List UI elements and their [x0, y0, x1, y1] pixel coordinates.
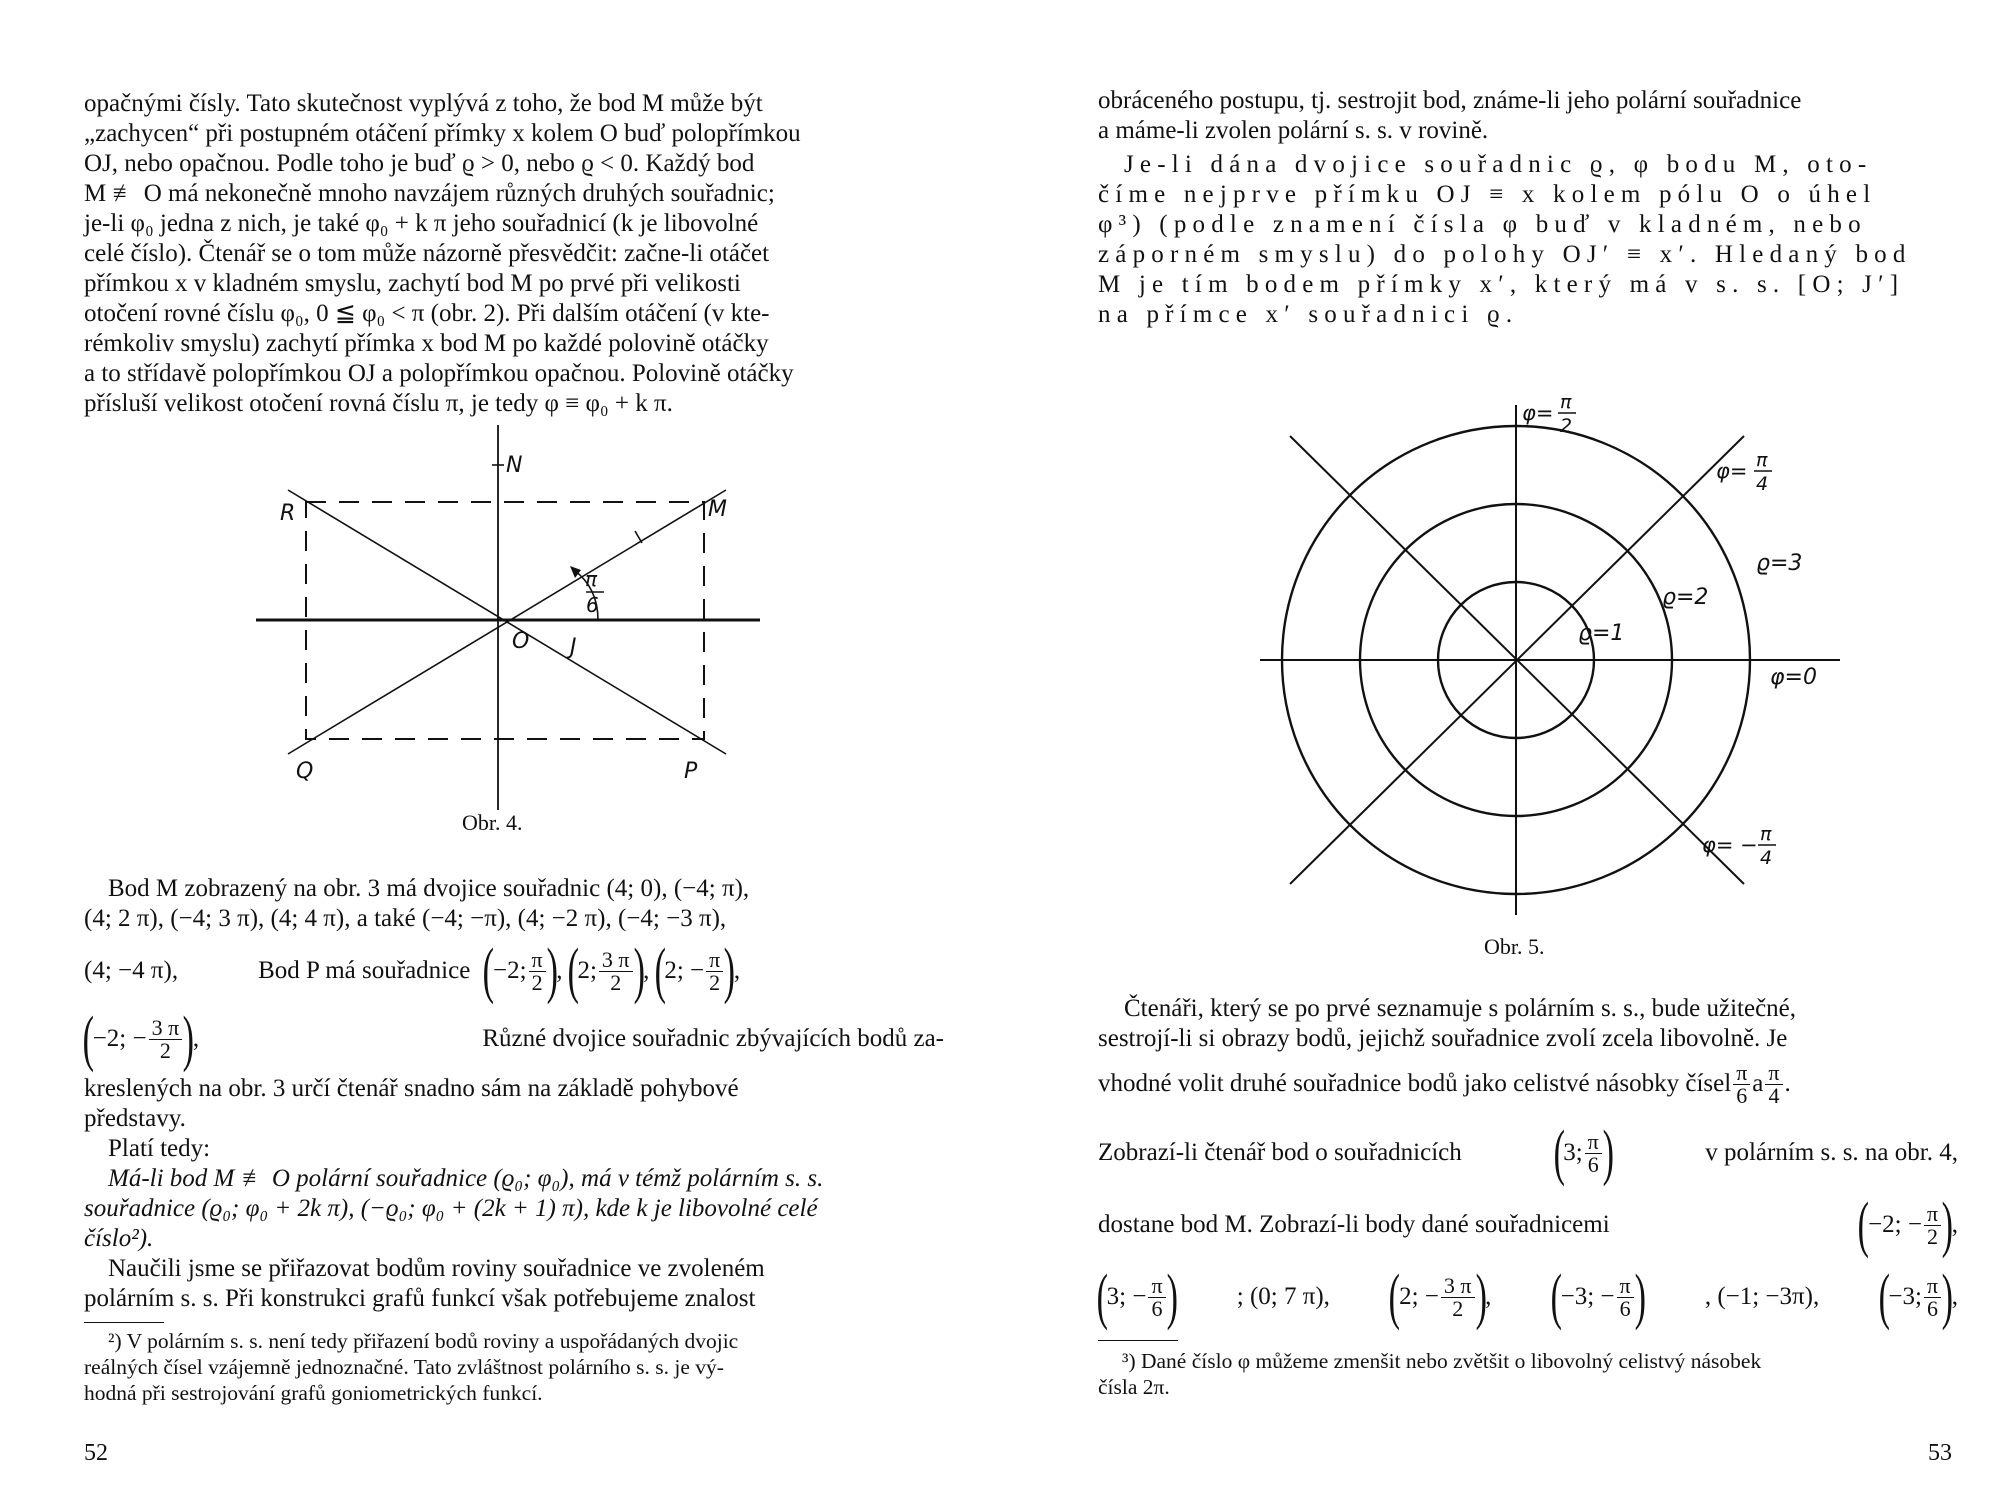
- label-phi-pi2: φ=: [1522, 401, 1554, 425]
- text-4-minus-4pi: (4; −4 π),: [84, 957, 179, 984]
- coords-p4-line: ( −2; − $\frac{3 \pi}{2}$ ) , Různé dvojice souřadnic zbývajících bodů za-: [82, 1005, 944, 1073]
- coord-f: −3;: [1888, 1283, 1922, 1310]
- fraction: $\frac{3 \pi}{2}$: [149, 1017, 183, 1062]
- coord-d: −3; −: [1560, 1283, 1615, 1310]
- paren-open: (: [1878, 1263, 1890, 1331]
- footnote-rule: [1098, 1340, 1178, 1341]
- text-line: je-li φ₀ jedna z nich, je také φ₀ + k π jeho souřadnicí (k je libovolné: [84, 210, 759, 237]
- coord-p3-a: 2; −: [664, 957, 705, 984]
- fraction: $\frac{\pi}{6}$: [1617, 1275, 1634, 1320]
- page-number-left: 52: [84, 1440, 108, 1466]
- figure-4-caption: Obr. 4.: [462, 810, 523, 835]
- text-line: M ≢ O má nekonečně mnoho navzájem různých druhých souřadnic;: [84, 180, 775, 207]
- label-p: P: [684, 759, 698, 784]
- paren-open: (: [1858, 1191, 1870, 1259]
- tick-om: [635, 531, 642, 543]
- paren-close: ): [546, 937, 558, 1005]
- text-line: číslo²).: [84, 1225, 154, 1252]
- paren-open: (: [482, 937, 495, 1005]
- text-line: opačnými čísly. Tato skutečnost vyplývá z toho, že bod M může být: [84, 90, 763, 117]
- fraction: $\frac{3 \pi}{2}$: [599, 949, 633, 994]
- text-line: a to střídavě polopřímkou OJ a polopřímkou opačnou. Polovině otáčky: [84, 360, 794, 387]
- figure-5-caption: Obr. 5.: [1484, 934, 1545, 959]
- text-line: celé číslo). Čtenář se o tom může názorně přesvědčit: začne-li otáčet: [84, 240, 770, 267]
- text-line: otočení rovné číslu φ₀, 0 ≦ φ₀ < π (obr. 2). Při dalším otáčení (v kte-: [84, 300, 770, 327]
- fraction: $\frac{\pi}{2}$: [1924, 1203, 1941, 1248]
- text-dostane: dostane bod M. Zobrazí-li body dané souřadnicemi: [1098, 1211, 1610, 1238]
- text-ruzne: Různé dvojice souřadnic zbývajících bodů za-: [482, 1025, 944, 1052]
- coord-b: ; (0; 7 π),: [1236, 1283, 1330, 1310]
- label-pi: π: [585, 567, 598, 591]
- paren-close: ): [1941, 1263, 1954, 1331]
- coord-m2: −2; −: [1868, 1211, 1922, 1238]
- coord-a: 3; −: [1106, 1283, 1147, 1310]
- text-line: číme nejprve přímku OJ ≡ x kolem pólu O o úhel: [1098, 181, 1877, 208]
- label-phi-pi4: φ=: [1716, 459, 1748, 483]
- angle-arrow: [570, 566, 581, 578]
- fraction: $\frac{\pi}{6}$: [1733, 1062, 1750, 1107]
- figure-5: [1240, 390, 1860, 930]
- paren-close: ): [182, 1005, 195, 1073]
- fraction: $\frac{\pi}{6}$: [1585, 1131, 1602, 1176]
- coords-p-line: (4; −4 π), Bod P má souřadnice ( −2; $\frac{\pi}{2}$ ) , ( 2; $\frac{3 \pi}{2}$ ) , ( 2; − $\frac{\pi}{2}$ ) ,: [84, 937, 741, 1005]
- label-phi-0: φ=0: [1770, 665, 1817, 690]
- label-pi: π: [1560, 391, 1572, 413]
- paren-close: ): [1166, 1263, 1178, 1331]
- label-q: Q: [296, 759, 314, 784]
- text-line: Bod M zobrazený na obr. 3 má dvojice souřadnic (4; 0), (−4; π),: [108, 875, 750, 902]
- paren-open: (: [82, 1005, 95, 1073]
- text-line: reálných čísel vzájemně jednoznačné. Tato zvláštnost polárního s. s. je vý-: [84, 1355, 724, 1379]
- text-line: přísluší velikost otočení rovná číslu π, je tedy φ ≡ φ₀ + k π.: [84, 390, 673, 417]
- paren-open: (: [567, 937, 579, 1005]
- text-line: a máme-li zvolen polární s. s. v rovině.: [1098, 117, 1489, 144]
- label-four: 4: [1756, 473, 1769, 495]
- label-pi: π: [1760, 823, 1772, 845]
- label-pi: π: [1756, 449, 1768, 471]
- coord-p2-a: 2;: [577, 957, 597, 984]
- paren-close: ): [633, 937, 645, 1005]
- coord-e: , (−1; −3π),: [1704, 1283, 1820, 1310]
- text-line: M je tím bodem přímky x′, který má v s. s. [O; J′]: [1098, 271, 1905, 298]
- text-bod-p: Bod P má souřadnice: [258, 957, 471, 984]
- dostane-line: dostane bod M. Zobrazí-li body dané souřadnicemi ( −2; − $\frac{\pi}{2}$ ) ,: [1098, 1191, 1958, 1259]
- figure-4: [240, 420, 780, 820]
- fraction: $\frac{\pi}{2}$: [706, 949, 723, 994]
- text-line: obráceného postupu, tj. sestrojit bod, známe-li jeho polární souřadnice: [1098, 87, 1802, 114]
- coord-c: 2; −: [1399, 1283, 1439, 1310]
- label-rho-3: ϱ=3: [1756, 551, 1803, 576]
- text-line: Je-li dána dvojice souřadnic ϱ, φ bodu M, oto-: [1124, 151, 1873, 178]
- footnote-rule: [84, 1322, 164, 1323]
- text-line: ²) V polárním s. s. není tedy přiřazení bodů roviny a uspořádaných dvojic: [108, 1329, 739, 1353]
- text-line: představy.: [84, 1105, 186, 1132]
- paren-open: (: [1389, 1263, 1401, 1331]
- text-line: φ³) (podle znamení čísla φ buď v kladném, nebo: [1098, 211, 1867, 238]
- label-j: J: [570, 635, 577, 660]
- coord-p4-a: −2; −: [92, 1025, 147, 1052]
- fraction: $\frac{\pi}{2}$: [529, 949, 546, 994]
- text-line: rémkoliv smyslu) zachytí přímka x bod M po každé polovině otáčky: [84, 330, 769, 357]
- label-m: M: [708, 497, 727, 522]
- paren-close: ): [1475, 1263, 1487, 1331]
- text-line: OJ, nebo opačnou. Podle toho je buď ϱ > 0, nebo ϱ < 0. Každý bod: [84, 150, 755, 177]
- text-line: Má-li bod M ≢ O polární souřadnice (ϱ₀; φ₀), má v témž polárním s. s.: [108, 1165, 824, 1192]
- paren-open: (: [1553, 1119, 1565, 1187]
- text-line: souřadnice (ϱ₀; φ₀ + 2k π), (−ϱ₀; φ₀ + (2k + 1) π), kde k je libovolné celé: [84, 1195, 818, 1222]
- text-line: hodná při sestrojování grafů goniometrických funkcí.: [84, 1381, 543, 1405]
- label-n: N: [506, 453, 523, 478]
- coords-last-line: ( 3; − $\frac{\pi}{6}$ ) ; (0; 7 π), ( 2; − $\frac{3 \pi}{2}$ ) , ( −3; − $\frac{\pi}{6}$ ) , (−1; −3π), ( −3; $\frac{\pi}{6}$ ) ,: [1096, 1263, 1958, 1331]
- zobrazi-line: [1098, 1120, 1958, 1186]
- paren-close: ): [1602, 1119, 1614, 1187]
- text-line: čísla 2π.: [1098, 1375, 1170, 1399]
- paren-open: (: [1096, 1263, 1109, 1331]
- text-line: kreslených na obr. 3 určí čtenář snadno sám na základě pohybové: [84, 1075, 739, 1102]
- vhodne-line: vhodné volit druhé souřadnice bodů jako celistvé násobky čísel $\frac{\pi}{6}$ a $\frac{\pi}{4}$ .: [1098, 1059, 1791, 1108]
- text-line: Naučili jsme se přiřazovat bodům roviny souřadnice ve zvoleném: [108, 1255, 765, 1282]
- text-a: a: [1752, 1070, 1764, 1097]
- text-line: ³) Dané číslo φ můžeme zmenšit nebo zvětšit o libovolný celistvý násobek: [1122, 1349, 1762, 1373]
- text-vhodne: vhodné volit druhé souřadnice bodů jako celistvé násobky čísel: [1098, 1070, 1732, 1097]
- text-line: (4; 2 π), (−4; 3 π), (4; 4 π), a také (−4; −π), (4; −2 π), (−4; −3 π),: [84, 905, 727, 932]
- coord-three: 3;: [1563, 1139, 1583, 1166]
- label-phi-minus-pi4: φ=: [1702, 833, 1734, 857]
- fraction: $\frac{\pi}{4}$: [1765, 1062, 1782, 1107]
- fraction: $\frac{\pi}{6}$: [1148, 1275, 1165, 1320]
- paren-close: ): [723, 937, 736, 1005]
- label-two: 2: [1560, 415, 1573, 437]
- paren-open: (: [1550, 1263, 1562, 1331]
- fraction: $\frac{\pi}{6}$: [1924, 1275, 1941, 1320]
- text-line: přímkou x v kladném smyslu, zachytí bod M po prvé při velikosti: [84, 270, 741, 297]
- label-r: R: [280, 501, 296, 526]
- text-line: „zachycen“ při postupném otáčení přímky x kolem O buď polopřímkou: [84, 120, 801, 147]
- text-zobrazi: Zobrazí-li čtenář bod o souřadnicích: [1098, 1139, 1462, 1166]
- label-rho-2: ϱ=2: [1662, 585, 1709, 610]
- coord-p1-a: −2;: [492, 957, 527, 984]
- fraction: $\frac{3 \pi}{2}$: [1441, 1275, 1475, 1320]
- paren-open: (: [654, 937, 666, 1005]
- text-v-polarnim: v polárním s. s. na obr. 4,: [1705, 1139, 1958, 1166]
- text-line: polárním s. s. Při konstrukci grafů funkcí však potřebujeme znalost: [84, 1285, 756, 1312]
- page-number-right: 53: [1928, 1440, 1952, 1466]
- paren-close: ): [1941, 1191, 1954, 1259]
- label-rho-1: ϱ=1: [1578, 621, 1625, 646]
- text-line: Platí tedy:: [108, 1135, 211, 1162]
- text-line: sestrojí-li si obrazy bodů, jejichž souřadnice zvolí zcela libovolně. Je: [1098, 1025, 1788, 1052]
- label-four: 4: [1760, 847, 1773, 869]
- paren-close: ): [1634, 1263, 1646, 1331]
- text-line: záporném smyslu) do polohy OJ′ ≡ x′. Hledaný bod: [1098, 241, 1912, 268]
- label-o: O: [512, 629, 530, 654]
- label-minus: −: [1740, 833, 1758, 857]
- text-line: na přímce x′ souřadnici ϱ.: [1098, 301, 1519, 328]
- label-six: 6: [586, 593, 599, 617]
- text-line: Čtenáři, který se po prvé seznamuje s polárním s. s., bude užitečné,: [1124, 995, 1797, 1022]
